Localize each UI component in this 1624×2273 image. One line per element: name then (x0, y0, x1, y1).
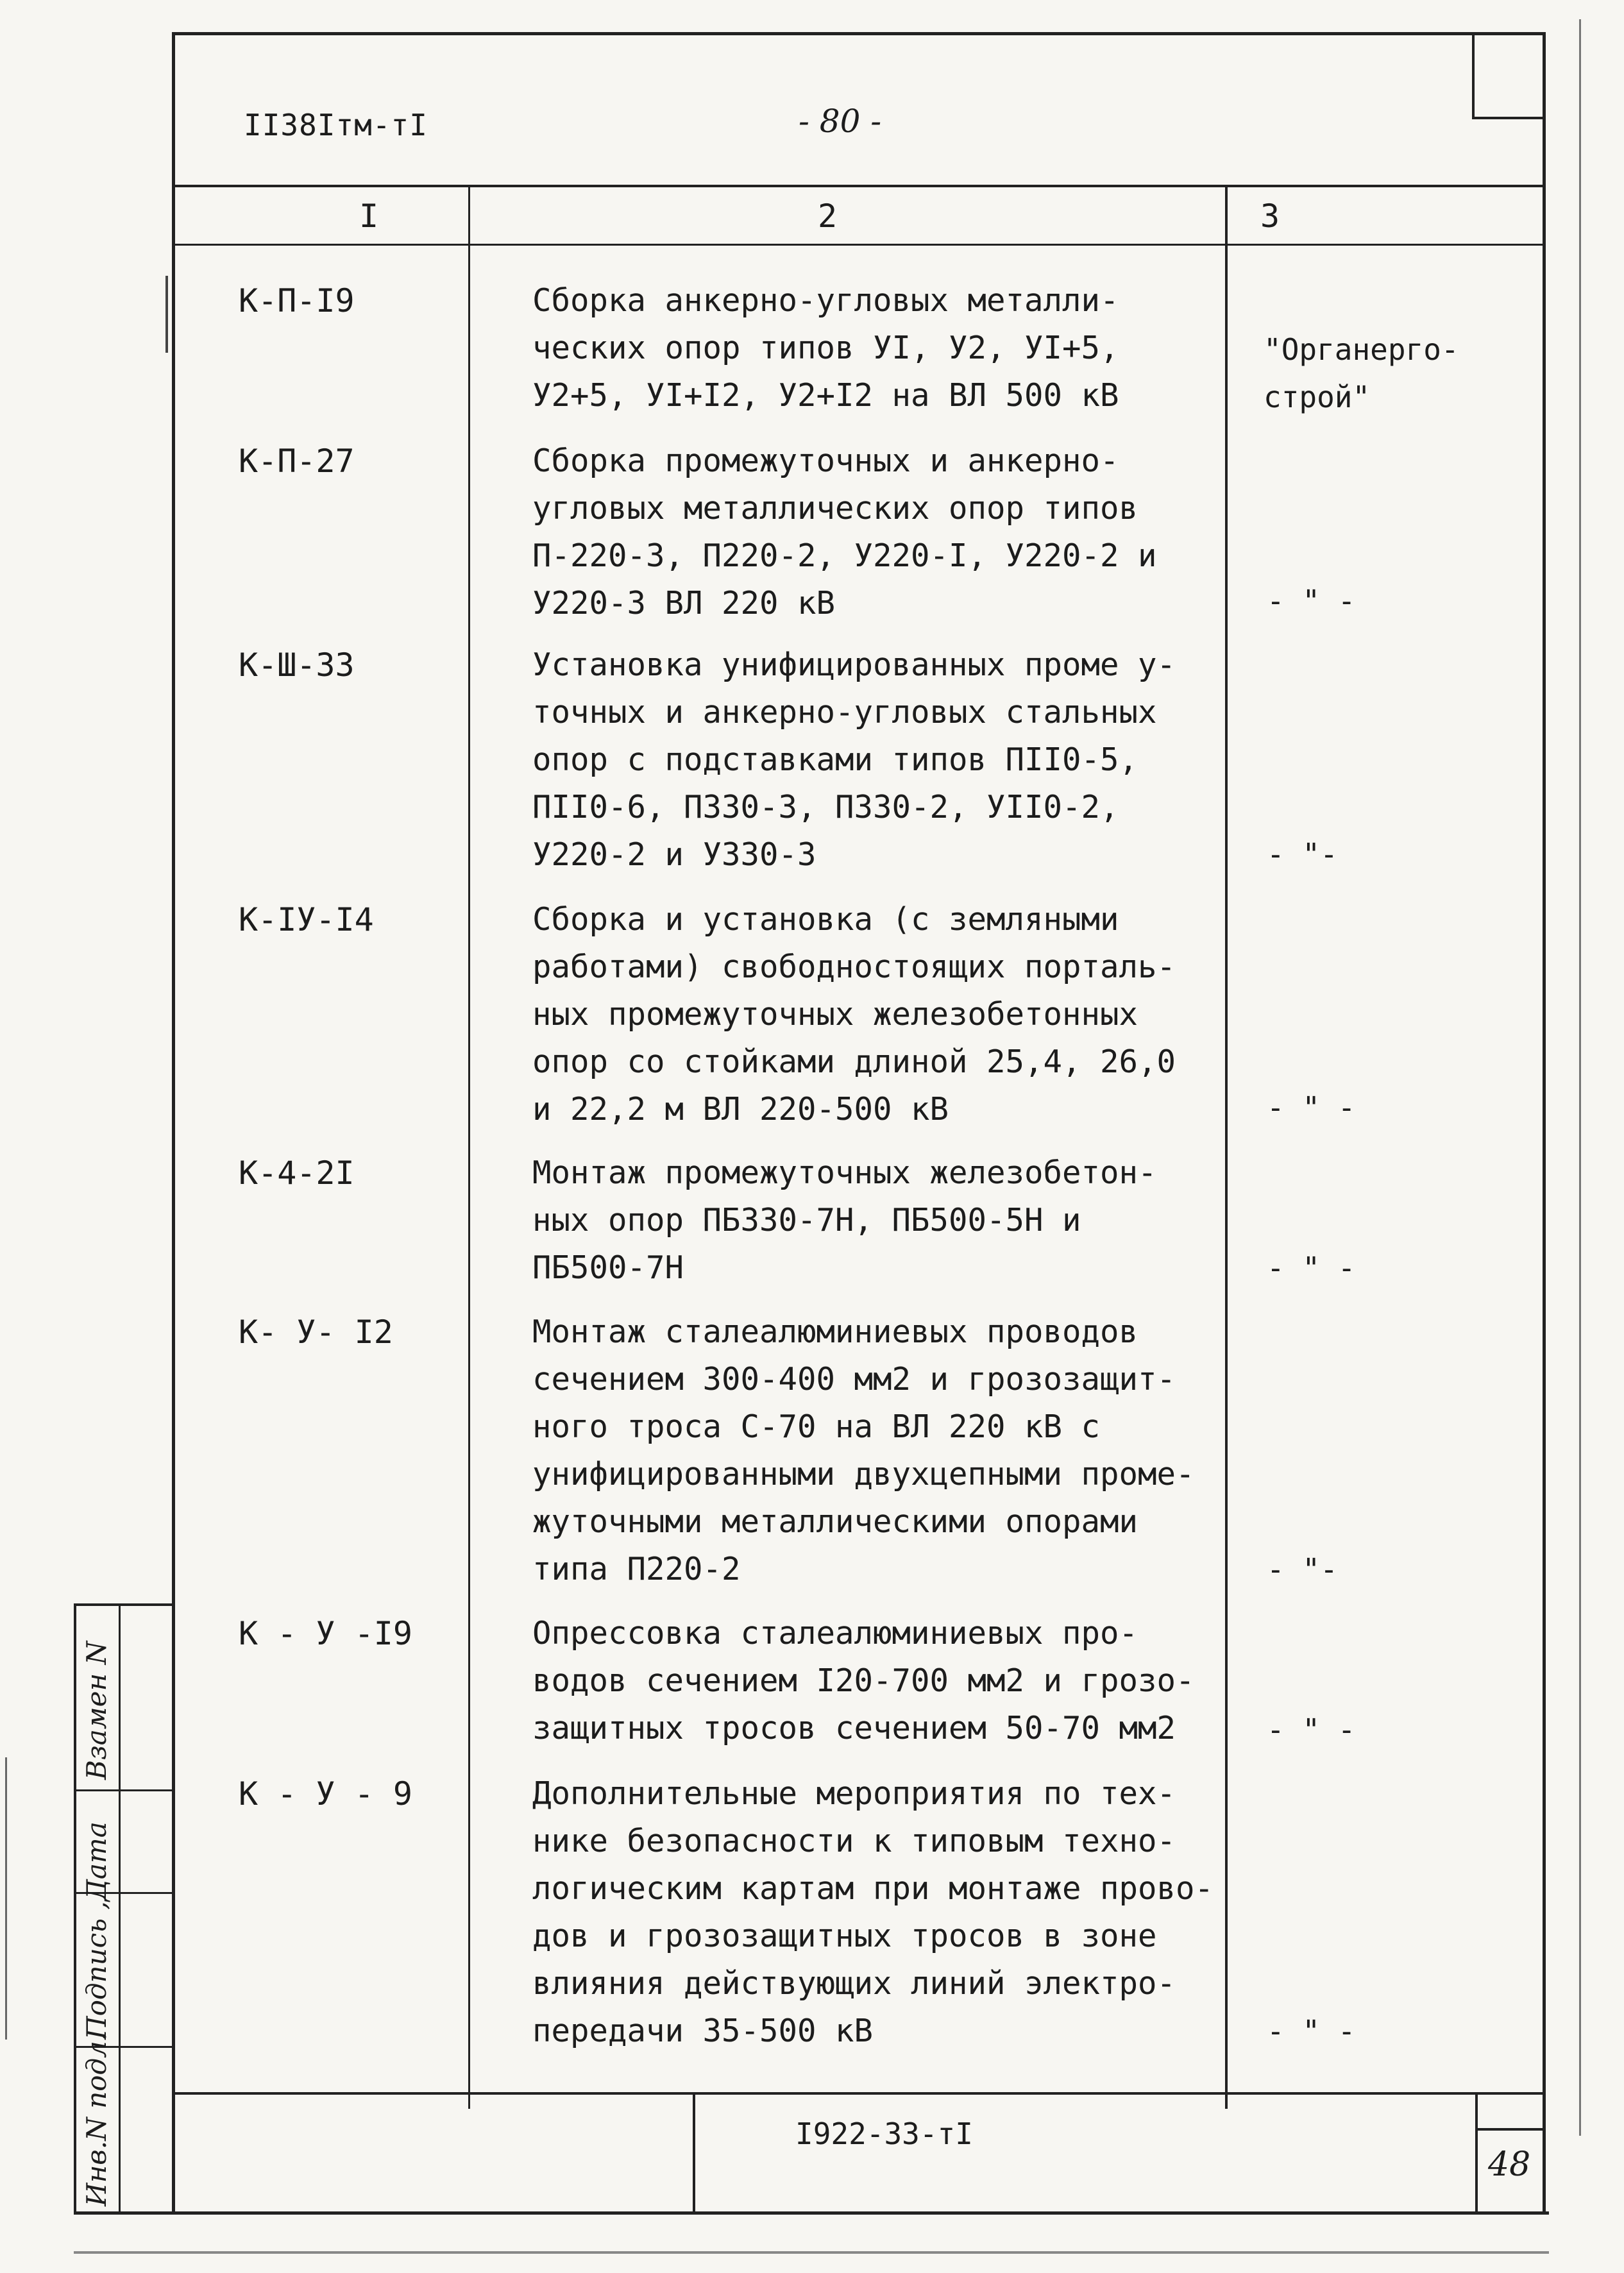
side-stamp-rule-1 (74, 1789, 173, 1791)
side-label-inv: Инв.N подл. (81, 2032, 112, 2206)
frame-bottom-line (74, 2211, 1549, 2215)
binding-mark (165, 276, 168, 353)
row-description: Монтаж промежуточных железобетон- ных опор ПБ330-7Н, ПБ500-5Н и ПБ500-7Н (532, 1154, 1157, 1286)
right-edge-mark (1579, 19, 1581, 2136)
scan-residue-line (74, 2251, 1549, 2254)
frame-top-line (173, 32, 1546, 35)
column-divider-1 (468, 185, 470, 2109)
row-code: К-4-2I (239, 1154, 355, 1192)
frame-left-line (172, 32, 175, 2213)
row-description: Монтаж сталеалюминиевых проводов сечением 300-400 мм2 и грозозащит- ного троса С-70 на ВЛ 220 кВ с унифицированными двухцепными проме- жуточными металлическими опорами типа П220-2 (532, 1314, 1195, 1587)
column-divider-2 (1225, 185, 1228, 2109)
row-source: - " - (1267, 2014, 1356, 2049)
margin-line (5, 1757, 7, 2040)
sheet-box-left (1475, 2092, 1478, 2213)
side-stamp-top (74, 1603, 173, 1606)
row-description: Сборка анкерно-угловых металли- ческих опор типов УI, У2, УI+5, У2+5, УI+I2, У2+I2 на ВЛ 500 кВ (532, 282, 1119, 414)
row-source: - " - (1267, 1712, 1356, 1747)
row-description: Сборка промежуточных и анкерно- угловых металлических опор типов П-220-3, П220-2, У220-I, У220-2 и У220-3 ВЛ 220 кВ (532, 443, 1157, 621)
row-code: К - У -I9 (239, 1615, 412, 1652)
row-code: К-П-27 (239, 443, 355, 480)
row-source: - " - (1267, 1090, 1356, 1125)
header-rule (174, 185, 1544, 187)
stamp-divider (693, 2092, 695, 2213)
corner-box-bottom (1472, 117, 1544, 119)
sheet-box-top (1475, 2128, 1544, 2131)
row-code: К - У - 9 (239, 1775, 412, 1812)
row-description: Сборка и установка (с земляными работами) свободностоящих порталь- ных промежуточных железобетонных опор со стойками длиной 25,4, 26,0 и 22,2 м ВЛ 220-500 кВ (532, 901, 1176, 1128)
side-stamp-left (74, 1603, 76, 2213)
corner-box-left (1472, 35, 1475, 119)
row-code: К-IУ-I4 (239, 901, 374, 938)
side-label-sign: Подпись ,Дата (81, 1821, 112, 2040)
document-code: II38Iтм-тI (244, 108, 428, 142)
stamp-code: I922-33-тI (795, 2117, 973, 2151)
page-number: - 80 - (799, 103, 882, 140)
column-header-rule (174, 244, 1544, 246)
sheet-number: 48 (1488, 2145, 1531, 2184)
frame-right-line (1543, 32, 1546, 2213)
row-source: - "- (1267, 837, 1338, 872)
row-description: Установка унифицированных проме у- точных и анкерно-угловых стальных опор с подставками типов ПII0-5, ПII0-6, П330-3, П330-2, УII0-2, У220-2 и У330-3 (532, 646, 1176, 873)
row-description: Дополнительные мероприятия по тех- нике безопасности к типовым техно- логическим картам при монтаже прово- дов и грозозащитных тросов в зоне влияния действующих линий электро- передачи 35-500 кВ (532, 1775, 1214, 2049)
side-stamp-inner (119, 1603, 121, 2213)
column-header-1: I (359, 198, 379, 235)
column-header-2: 2 (818, 198, 838, 235)
row-code: К-П-I9 (239, 282, 355, 319)
row-source: - " - (1267, 584, 1356, 618)
side-label-vzamen: Взамен N (81, 1641, 112, 1780)
row-source: "Органерго- строй" (1264, 332, 1459, 414)
row-description: Опрессовка сталеалюминиевых про- водов сечением I20-700 мм2 и грозо- защитных тросов сечением 50-70 мм2 (532, 1615, 1195, 1746)
row-code: К- У- I2 (239, 1314, 393, 1351)
stamp-top-rule (174, 2092, 1544, 2095)
row-code: К-Ш-33 (239, 646, 355, 684)
column-header-3: 3 (1260, 198, 1280, 235)
row-source: - " - (1267, 1251, 1356, 1285)
row-source: - "- (1267, 1552, 1338, 1587)
